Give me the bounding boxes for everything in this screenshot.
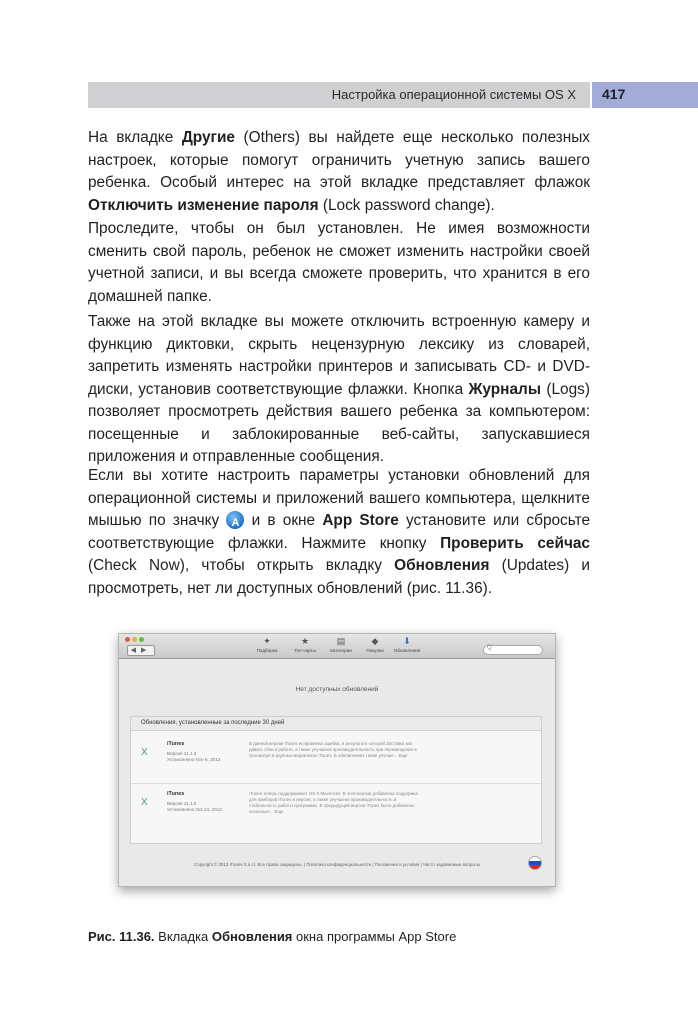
text: Также на этой вкладке вы можете отключить встроенную камеру и функцию диктовки, скрыть нецензурную лексику из словарей, запретить изменять настройки принтеров и записывать CD- и DVD-диски, установив соответствующие флажки. Кнопка (88, 313, 590, 398)
bold-term: Журналы (468, 380, 541, 398)
text: (Others) вы найдете еще несколько полезных настроек, которые помогут ограничить учетную запись вашего ребенка. Особый интерес на этой вкладке представляет флажок (88, 129, 590, 191)
bold-term: App Store (322, 512, 399, 529)
categories-icon: ▤ (336, 636, 346, 646)
purchases-icon: ◆ (371, 636, 379, 646)
bold-term: Отключить изменение пароля (88, 196, 319, 214)
install-date: Установлено Oct 24, 2013 (167, 807, 222, 812)
bold-term: Обновления (211, 929, 293, 944)
star-icon: ★ (300, 636, 310, 646)
tab-updates[interactable] (385, 637, 429, 653)
no-updates-message: Нет доступных обновлений (295, 686, 379, 693)
installed-updates-panel (130, 716, 542, 844)
paragraph-2 (88, 218, 590, 308)
bold-term: Другие (181, 129, 235, 146)
text: (Check Now), чтобы открыть вкладку (88, 557, 395, 574)
update-description: В данной версии iTunes исправлена ошибка, в результате которой Заставка мог давать сбои в работе, а также улучшена производительность при перемещении и просмотре в крупных медиатеках iTunes. Б обновлениях также улучше... Еще (249, 741, 417, 758)
updates-icon: ⬇ (403, 636, 411, 646)
paragraph-3 (88, 311, 590, 469)
text: Если вы хотите настроить параметры установки обновлений для операционной системы и приложений вашего компьютера, щелкните мышью по значку (88, 467, 590, 529)
minimize-icon[interactable] (132, 637, 137, 642)
search-icon: Q (487, 645, 492, 651)
page-number: 417 (602, 86, 626, 102)
text: установите или сбросьте соответствующие флажки. Нажмите кнопку (88, 512, 591, 552)
panel-title: Обновления, установленные за последние 30 дней (141, 720, 285, 726)
app-name[interactable]: iTunes (167, 741, 185, 747)
list-item (131, 783, 541, 835)
search-input[interactable] (483, 645, 543, 655)
paragraph-4 (88, 465, 590, 600)
page-number-box (592, 82, 698, 108)
russia-flag-icon[interactable] (528, 856, 542, 870)
text: Проследите, чтобы он был установлен. Не имея возможности сменить свой пароль, ребенок не сможет изменить настройки своей учетной записи, и вы всегда сможете проверить, что хранится в его домашней папке. (88, 220, 590, 305)
app-version: Версия 11.1.3 (167, 751, 197, 756)
app-store-icon (226, 511, 244, 529)
tab-label: Обновления (393, 648, 421, 653)
store-footer: Copyright © 2013 iTunes S.à r.l. Все права защищены. | Политика конфиденциальности | Положения и условия | Часто задаваемые вопросы (194, 862, 480, 867)
app-store-screenshot (118, 633, 556, 887)
close-icon[interactable] (125, 637, 130, 642)
running-header (88, 82, 590, 108)
app-name[interactable]: iTunes (167, 791, 185, 797)
text: (Updates) и просмотреть, нет ли доступных обновлений (рис. 11.36). (88, 557, 590, 597)
text: и в окне (244, 512, 323, 529)
tab-label: Топ-чарты (294, 648, 316, 653)
tab-label: Покупки (366, 648, 384, 653)
tab-label: Категории (330, 648, 352, 653)
figure-caption (88, 929, 456, 944)
tab-label: Подборка (256, 648, 278, 653)
back-forward-buttons[interactable]: ◀▶ (127, 645, 155, 656)
bold-term: Обновления (394, 557, 490, 574)
install-date: Установлено Nov 6, 2013 (167, 757, 221, 762)
paragraph-1 (88, 127, 590, 217)
caption-label: Рис. 11.36. (88, 929, 155, 944)
list-item (131, 733, 541, 785)
text: (Logs) позволяет просмотреть действия вашего ребенка за компьютером: посещенные и заблокированные веб-сайты, запускавшиеся приложения и отправленные сообщения. (88, 380, 590, 465)
bold-term: Проверить сейчас (440, 534, 590, 552)
app-store-toolbar (119, 634, 555, 659)
header-title: Настройка операционной системы OS X (331, 87, 576, 102)
update-description: iTunes теперь поддерживает OS X Mavericks. В этой версии добавлена поддержка для приборов iTunes и версии, а также улучшена производительность и стабильность работы программы. В предыдущей версии iTunes было добавлено несколько... Еще (249, 791, 418, 814)
zoom-icon[interactable] (139, 637, 144, 642)
text: (Lock password change). (318, 196, 495, 214)
text: Вкладка (154, 929, 212, 944)
app-version: Версия 11.1.2 (167, 801, 197, 806)
divider (131, 783, 541, 784)
itunes-app-icon: X (141, 797, 148, 808)
featured-icon: ✦ (263, 636, 271, 646)
text: На вкладке (88, 129, 182, 146)
itunes-app-icon: X (141, 747, 148, 758)
text: окна программы App Store (292, 929, 457, 944)
